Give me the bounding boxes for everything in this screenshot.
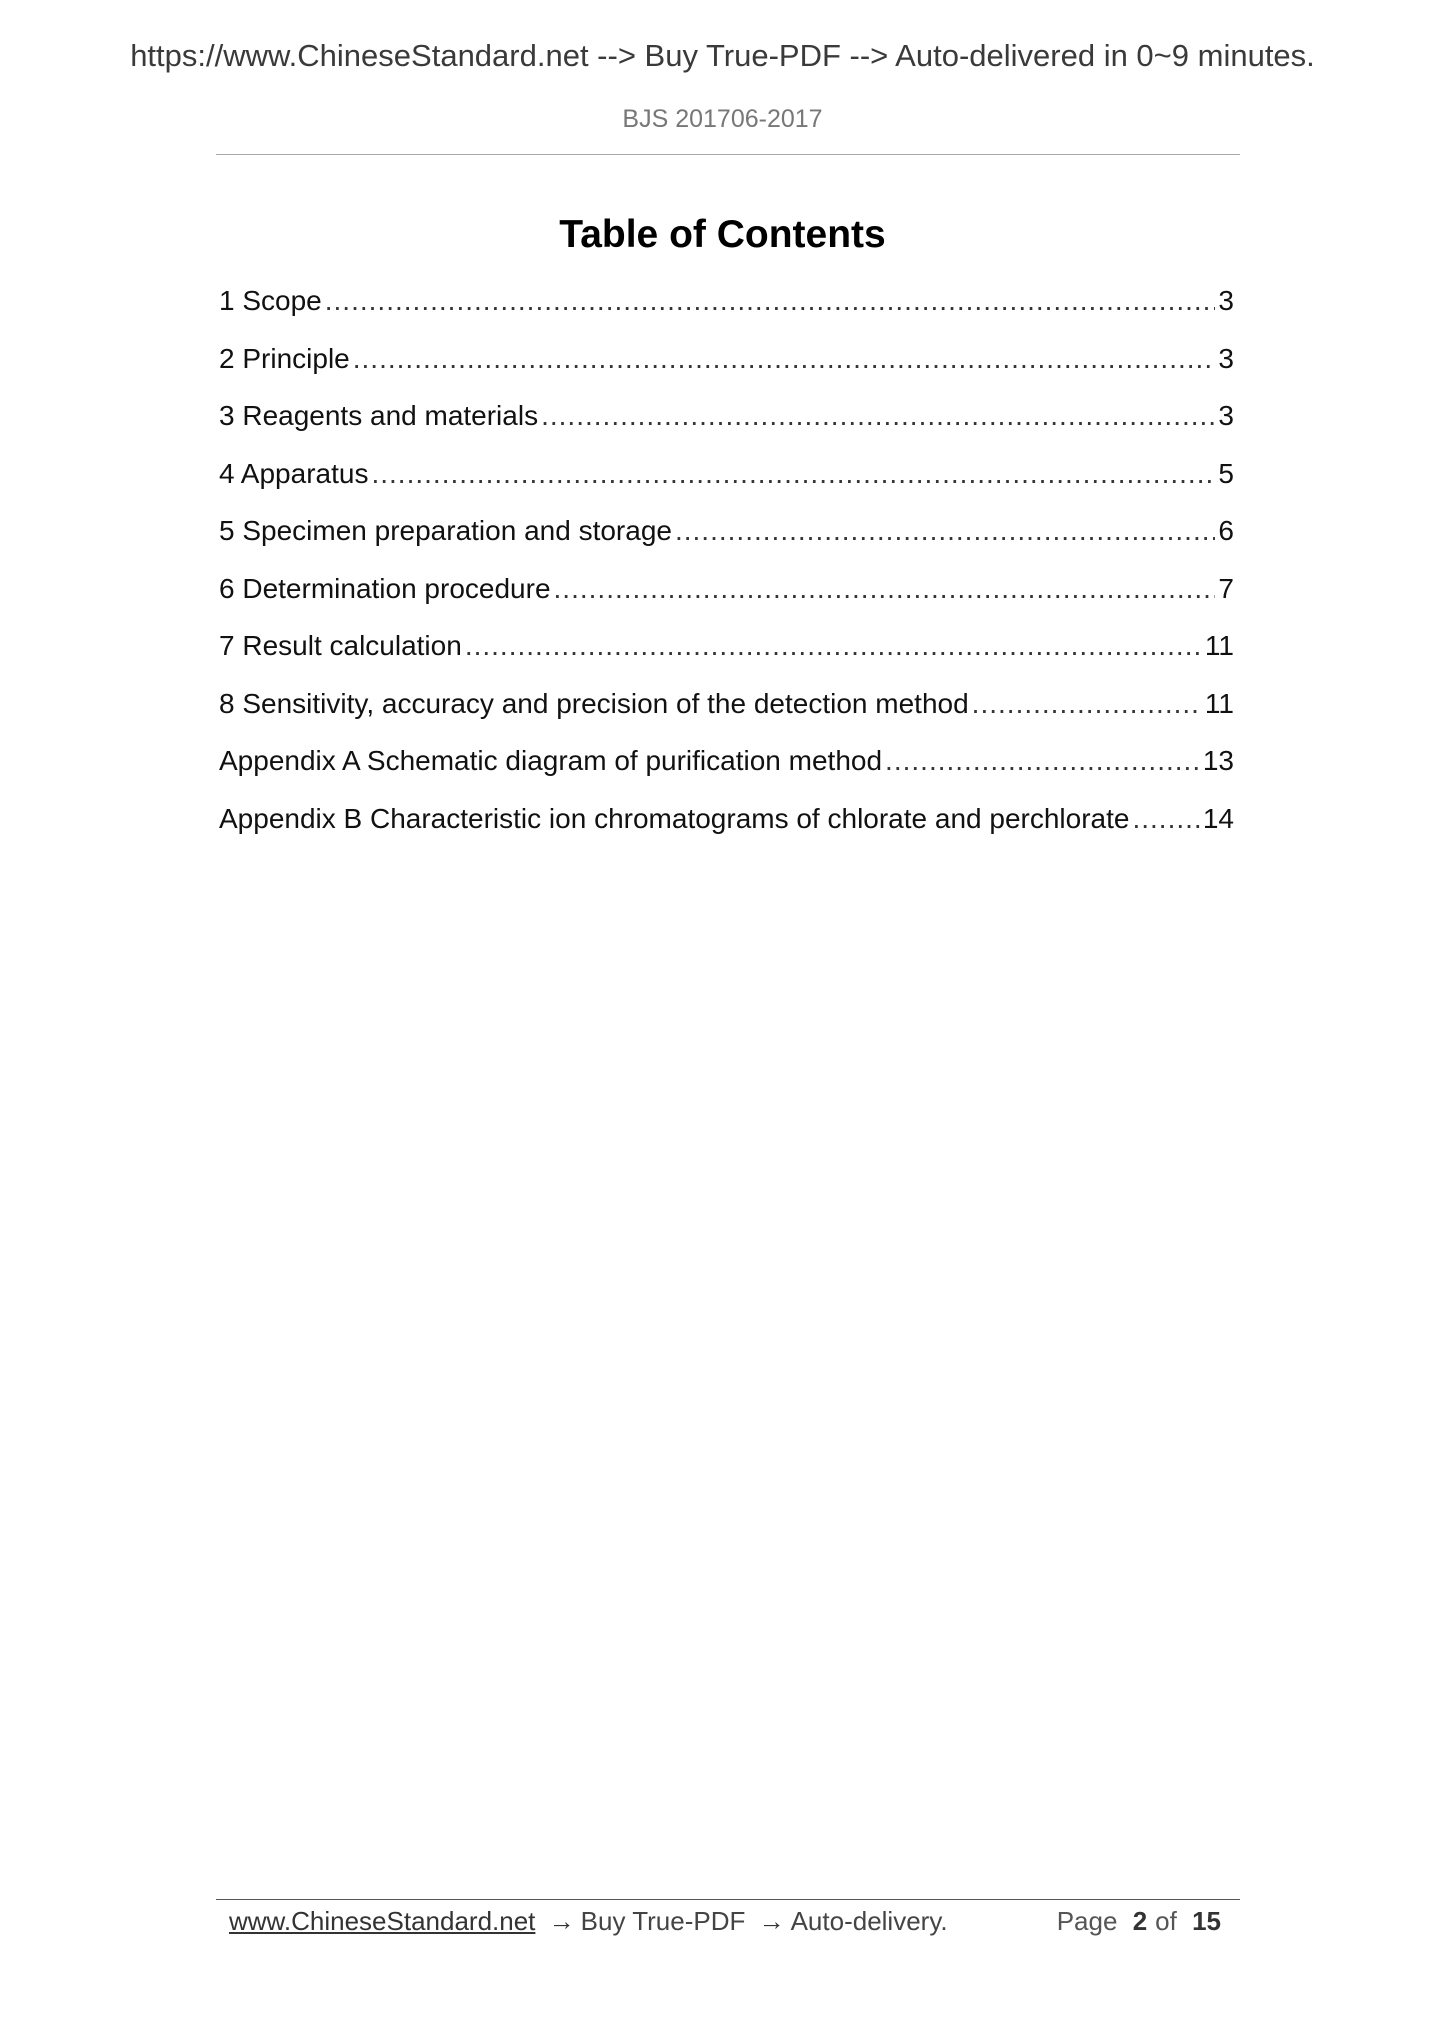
toc-entry-label: 6 Determination procedure (219, 572, 551, 604)
toc-entry-page: 5 (1218, 457, 1234, 489)
toc-entry-sensitivity[interactable] (219, 688, 1234, 746)
toc-entry-page: 3 (1218, 400, 1234, 431)
toc-dot-leader (325, 285, 1216, 317)
top-banner[interactable]: https://www.ChineseStandard.net --> Buy True-PDF --> Auto-delivered in 0~9 minutes. (130, 38, 1315, 73)
toc-entry-label: 8 Sensitivity, accuracy and precision of the detection method (219, 687, 969, 719)
right-arrow-icon: → (758, 1906, 785, 1936)
right-arrow-icon: → (548, 1906, 575, 1936)
toc-entry-label: Appendix A Schematic diagram of purification method (219, 745, 883, 776)
toc-list (219, 285, 1234, 860)
toc-entry-appendix-b[interactable] (219, 803, 1234, 861)
toc-entry-appendix-a[interactable] (219, 745, 1234, 803)
toc-entry-label: 5 Specimen preparation and storage (219, 515, 672, 546)
toc-entry-page: 11 (1204, 630, 1234, 661)
toc-entry-label: 7 Result calculation (219, 630, 462, 661)
toc-entry-page: 6 (1218, 515, 1234, 546)
toc-dot-leader (465, 630, 1202, 662)
footer-promo (229, 1906, 948, 1937)
toc-entry-label: 4 Apparatus (219, 457, 369, 489)
toc-entry-label: 2 Principle (219, 342, 350, 374)
toc-dot-leader (554, 573, 1216, 605)
toc-entry-page: 14 (1202, 802, 1234, 834)
toc-title: Table of Contents (559, 213, 886, 256)
toc-entry-principle[interactable] (219, 343, 1234, 401)
toc-dot-leader (541, 400, 1215, 432)
toc-entry-apparatus[interactable] (219, 458, 1234, 516)
toc-entry-label: 3 Reagents and materials (219, 400, 539, 431)
toc-dot-leader (371, 458, 1215, 490)
footer-divider (216, 1899, 1240, 1900)
toc-entry-scope[interactable] (219, 285, 1234, 343)
total-page-number: 15 (1192, 1906, 1221, 1936)
toc-dot-leader (353, 343, 1216, 375)
footer-buy-text: Buy True-PDF (580, 1906, 746, 1936)
toc-dot-leader (1132, 803, 1199, 835)
toc-dot-leader (675, 515, 1215, 547)
footer-delivery-text: Auto-delivery. (790, 1906, 948, 1936)
current-page-number: 2 (1132, 1906, 1148, 1936)
toc-entry-page: 13 (1202, 745, 1234, 776)
toc-entry-reagents[interactable] (219, 400, 1234, 458)
page-number (1057, 1906, 1229, 1937)
footer-site-link[interactable]: www.ChineseStandard.net (229, 1906, 536, 1936)
toc-entry-page: 11 (1204, 687, 1234, 719)
toc-entry-label: 1 Scope (219, 285, 322, 316)
document-code: BJS 201706-2017 (622, 105, 823, 133)
toc-dot-leader (972, 688, 1202, 720)
toc-entry-label: Appendix B Characteristic ion chromatograms of chlorate and perchlorate (219, 802, 1130, 834)
header-divider (216, 154, 1240, 155)
toc-entry-specimen[interactable] (219, 515, 1234, 573)
page-of-word: of (1155, 1906, 1177, 1936)
page-footer (229, 1906, 1229, 1946)
toc-entry-page: 3 (1218, 285, 1234, 316)
toc-entry-page: 7 (1218, 572, 1234, 604)
page-word: Page (1056, 1906, 1118, 1936)
toc-entry-determination[interactable] (219, 573, 1234, 631)
toc-entry-page: 3 (1218, 342, 1234, 374)
toc-dot-leader (885, 745, 1200, 777)
toc-entry-result[interactable] (219, 630, 1234, 688)
